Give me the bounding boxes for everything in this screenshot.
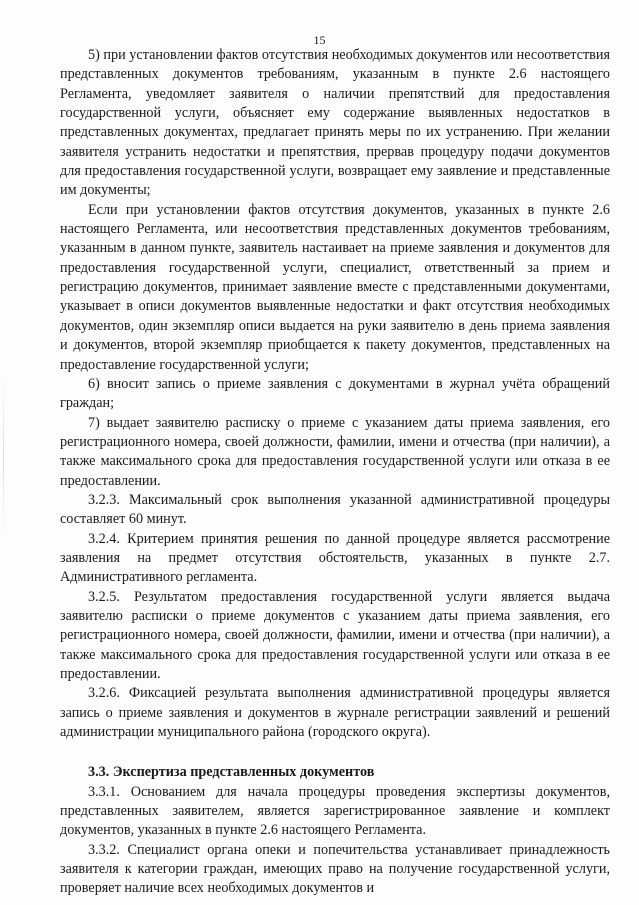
paragraph-3-2-5: 3.2.5. Результатом предоставления государственной услуги является выдача заявителю расписки о приеме документов с указанием даты приема заявления, его регистрационного номера, своей должности, фамилии, имени и отчества (при наличии), а также максимального срока для предоставления государственной услуги или отказа в ее предоставлении.: [60, 588, 610, 682]
paragraph-3-3-2: 3.3.2. Специалист органа опеки и попечительства устанавливает принадлежность заявителя к категории граждан, имеющих право на получение государственной услуги, проверяет наличие всех необходимых документов и: [60, 841, 610, 897]
paragraph-item-7: 7) выдает заявителю расписку о приеме с указанием даты приема заявления, его регистрационного номера, своей должности, фамилии, имени и отчества (при наличии), а также максимального срока для предоставления государственной услуги или отказа в ее предоставлении.: [60, 414, 610, 489]
page-number: 15: [313, 33, 326, 47]
paragraph-3-2-4: 3.2.4. Критерием принятия решения по данной процедуре является рассмотрение заявления на предмет отсутствия обстоятельств, указанных в пункте 2.7. Административного регламента.: [60, 530, 610, 586]
document-body: [60, 46, 610, 899]
paragraph-refusal-case: Если при установлении фактов отсутствия документов, указанных в пункте 2.6 настоящего Регламента, или несоответствия представленных документов требованиям, указанным в данном пункте, заявитель настаивает на приеме заявления и документов для предоставления государственной услуги, специалист, ответственный за прием и регистрацию документов, принимает заявление вместе с представленными документами, указывает в описи документов выявленные недостатки и факт отсутствия необходимых документов, один экземпляр описи выдается на руки заявителю в день приема заявления и документов, второй экземпляр приобщается к пакету документов, представленных на предоставление государственной услуги;: [60, 201, 610, 373]
paragraph-item-6: 6) вносит запись о приеме заявления с документами в журнал учёта обращений граждан;: [60, 375, 610, 412]
paragraph-item-5: 5) при установлении фактов отсутствия необходимых документов или несоответствия представленных документов требованиям, указанным в пункте 2.6 настоящего Регламента, уведомляет заявителя о наличии препятствий для предоставления государственной услуги, объясняет ему содержание выявленных недостатков в представленных документах, предлагает принять меры по их устранению. При желании заявителя устранить недостатки и препятствия, прервав процедуру подачи документов для предоставления государственной услуги, возвращает ему заявление и представленные им документы;: [60, 47, 610, 199]
scan-edge-mark: [3, 372, 4, 542]
section-heading: 3.3. Экспертиза представленных документов: [88, 764, 375, 781]
paragraph-3-2-3: 3.2.3. Максимальный срок выполнения указанной административной процедуры составляет 60 минут.: [60, 491, 610, 528]
paragraph-3-2-6: 3.2.6. Фиксацией результата выполнения административной процедуры является запись о приеме заявления и документов в журнале регистрации заявлений и решений администрации муниципального района (городского округа).: [60, 685, 610, 741]
paragraph-3-3-1: 3.3.1. Основанием для начала процедуры проведения экспертизы документов, представленных заявителем, является зарегистрированное заявление и комплект документов, указанных в пункте 2.6 настоящего Регламента.: [60, 783, 610, 839]
